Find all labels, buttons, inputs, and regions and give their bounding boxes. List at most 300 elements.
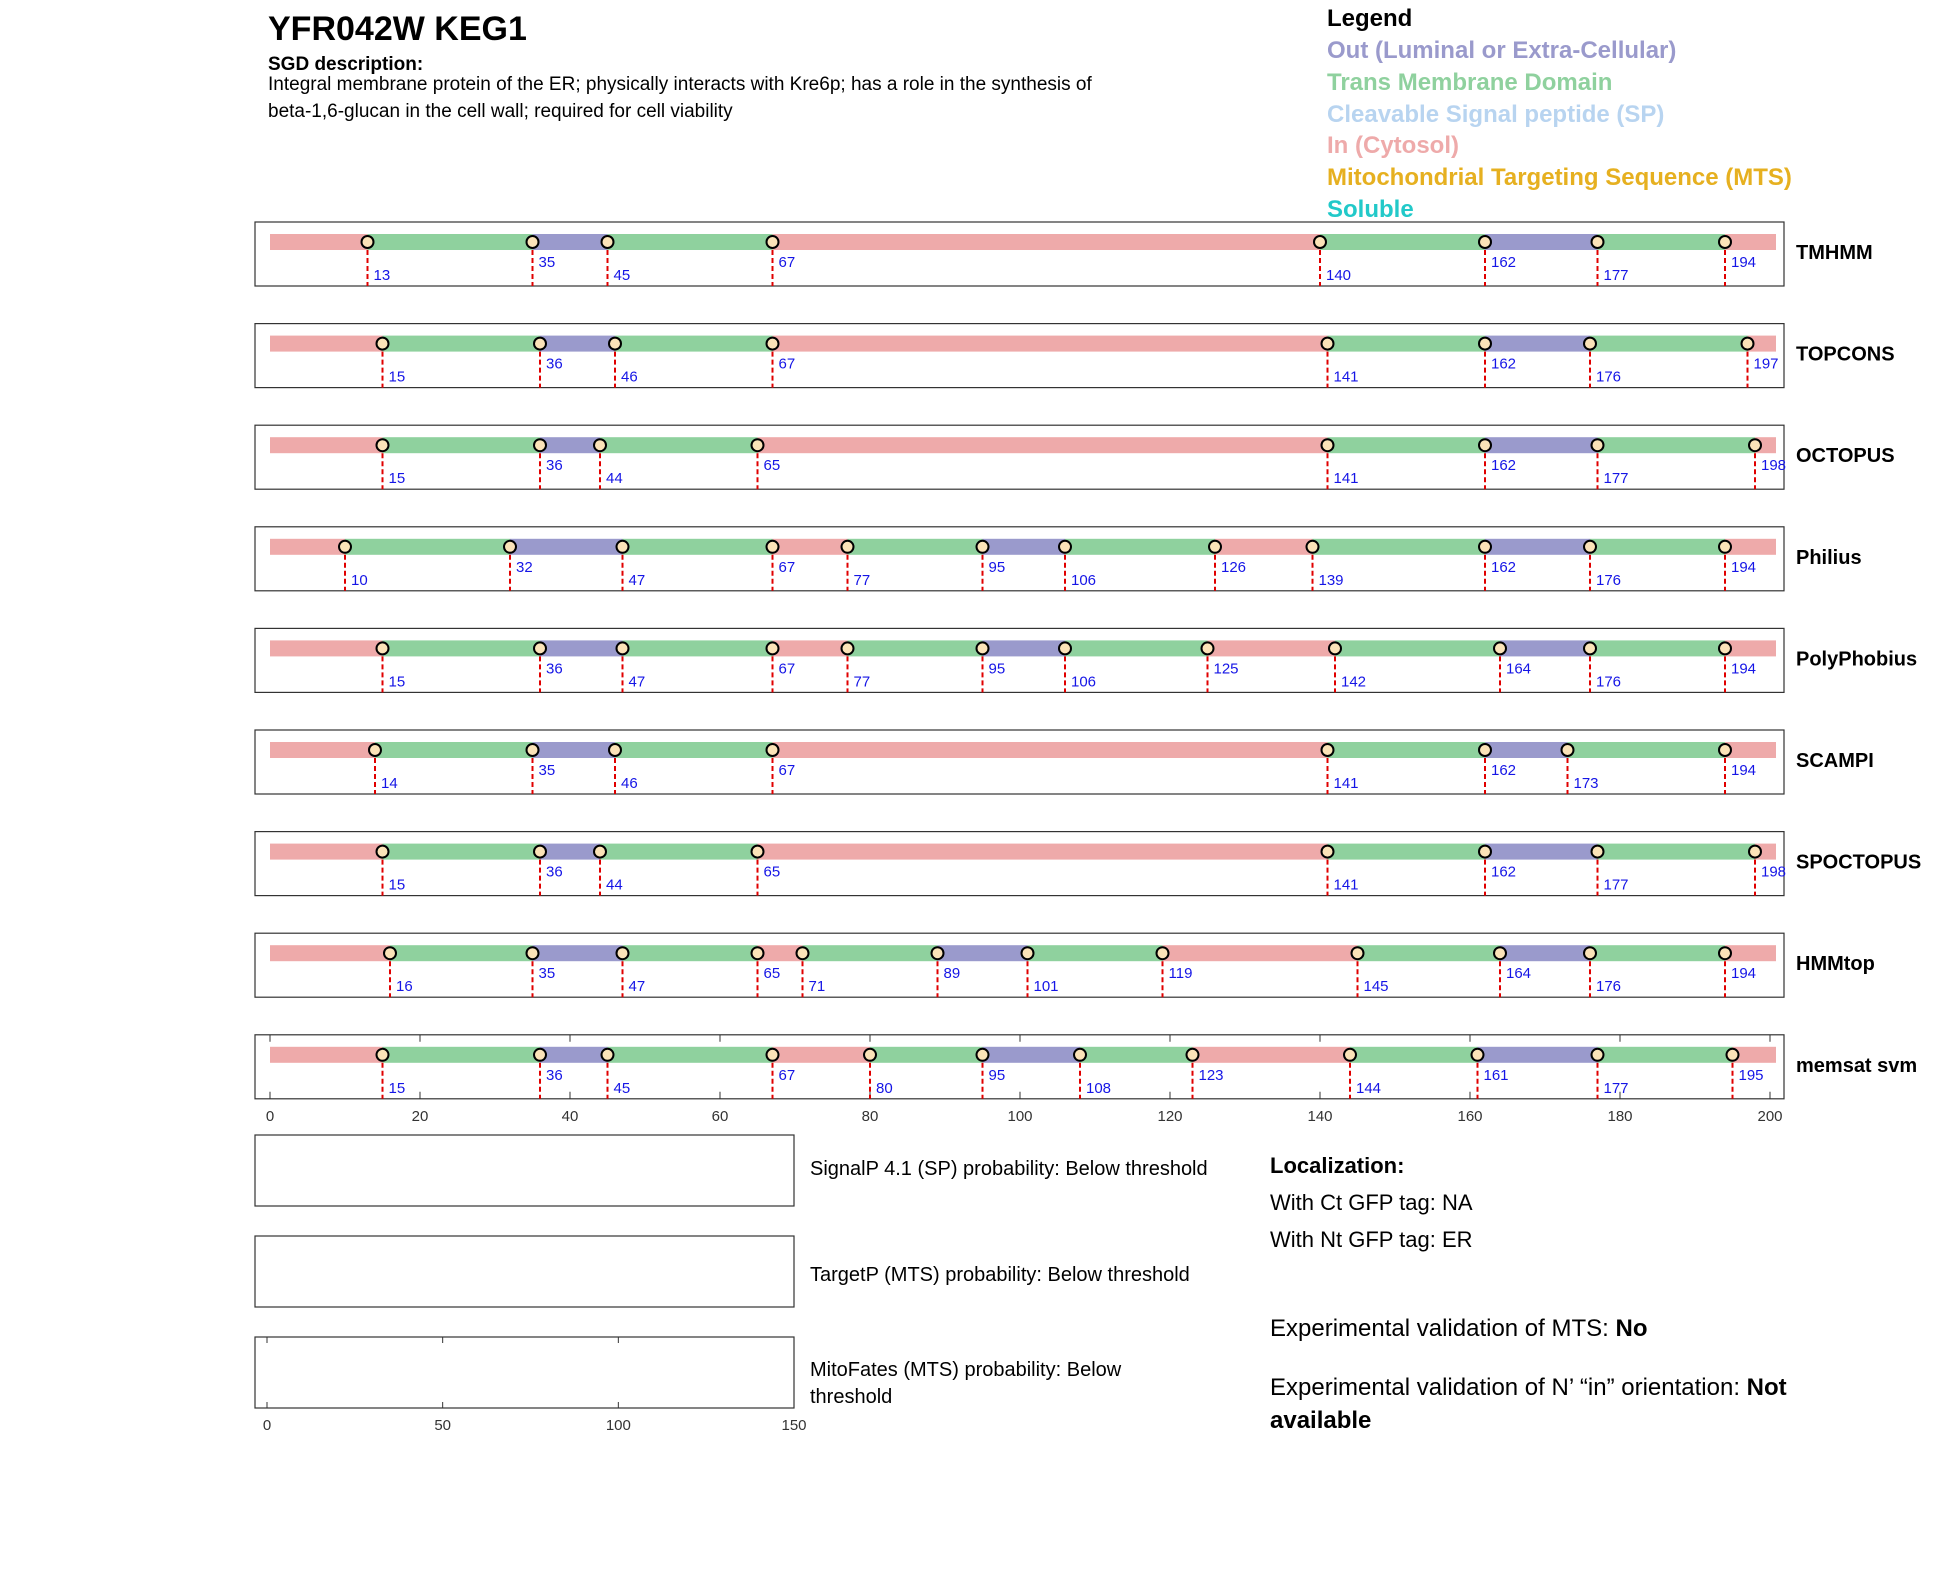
boundary-label: 162 [1491, 762, 1517, 779]
segment-in [1215, 539, 1313, 555]
segment-out [540, 640, 623, 656]
segment-out [540, 844, 600, 860]
prob-tick-label: 50 [434, 1417, 452, 1434]
boundary-marker [1562, 744, 1574, 756]
segment-tm [615, 742, 773, 758]
segment-tm [1328, 437, 1486, 453]
boundary-label: 95 [988, 660, 1006, 678]
segment-tm [1065, 539, 1215, 555]
boundary-label: 145 [1363, 978, 1389, 996]
segment-tm [1328, 336, 1486, 352]
boundary-label: 67 [778, 1066, 796, 1084]
segment-tm [615, 336, 773, 352]
boundary-marker [377, 846, 389, 858]
boundary-label: 67 [778, 355, 796, 373]
boundary-marker [1479, 439, 1491, 451]
segment-tm [1028, 945, 1163, 961]
segment-out [533, 742, 616, 758]
boundary-label: 176 [1596, 571, 1622, 589]
method-label-hmmtop: HMMtop [1796, 953, 1875, 976]
boundary-marker [377, 439, 389, 451]
boundary-label: 176 [1596, 673, 1622, 691]
segment-in [773, 742, 1328, 758]
experimental-nin-value-2: available [1270, 1407, 1372, 1434]
boundary-label: 15 [388, 368, 406, 386]
boundary-label: 125 [1213, 660, 1239, 678]
track-frame [255, 425, 1787, 489]
boundary-marker [767, 236, 779, 248]
segment-tm [1590, 539, 1725, 555]
segment-in [1725, 539, 1776, 555]
boundary-label: 65 [763, 965, 781, 983]
boundary-label: 126 [1221, 558, 1247, 576]
boundary-marker [609, 338, 621, 350]
segment-tm [803, 945, 938, 961]
segment-tm [600, 437, 758, 453]
boundary-marker [1322, 338, 1334, 350]
boundary-label: 67 [778, 762, 796, 779]
segment-in [1725, 640, 1776, 656]
boundary-label: 44 [606, 876, 623, 894]
boundary-label: 36 [546, 863, 563, 881]
boundary-marker [377, 1049, 389, 1061]
segment-tm [600, 844, 758, 860]
segment-tm [1598, 437, 1756, 453]
boundary-marker [377, 338, 389, 350]
legend-item-in: In (Cytosol) [1327, 132, 1459, 159]
track-scampi [255, 730, 1874, 794]
targetp-label: TargetP (MTS) probability: Below threshold [810, 1264, 1190, 1286]
method-label-scampi: SCAMPI [1796, 750, 1874, 772]
segment-tm [1320, 234, 1485, 250]
boundary-label: 177 [1603, 267, 1629, 284]
boundary-label: 101 [1033, 978, 1059, 996]
segment-tm [1598, 844, 1756, 860]
experimental-nin-value-1: Not [1746, 1374, 1787, 1401]
boundary-marker [1352, 947, 1364, 959]
boundary-marker [1472, 1049, 1484, 1061]
localization-ct: With Ct GFP tag: NA [1270, 1190, 1473, 1215]
segment-in [1193, 1047, 1351, 1063]
targetp-panel [255, 1236, 794, 1307]
boundary-label: 144 [1356, 1079, 1382, 1097]
segment-tm [1590, 945, 1725, 961]
boundary-label: 67 [778, 558, 796, 576]
boundary-label: 162 [1491, 457, 1517, 475]
localization-title: Localization: [1270, 1153, 1405, 1178]
prob-tick-label: 150 [781, 1417, 807, 1434]
boundary-label: 177 [1603, 1079, 1629, 1097]
boundary-label: 47 [628, 571, 646, 589]
boundary-label: 197 [1753, 355, 1779, 373]
boundary-marker [1059, 541, 1071, 553]
boundary-label: 15 [388, 1079, 406, 1097]
segment-out [540, 1047, 608, 1063]
x-tick-label: 0 [265, 1107, 275, 1125]
boundary-label: 198 [1761, 457, 1787, 475]
segment-tm [1350, 1047, 1478, 1063]
boundary-marker [864, 1049, 876, 1061]
mitofates-label-line-2: threshold [810, 1386, 893, 1408]
boundary-marker [362, 236, 374, 248]
boundary-label: 173 [1573, 775, 1599, 792]
boundary-marker [534, 1049, 546, 1061]
boundary-label: 46 [621, 368, 638, 386]
track-octopus [255, 425, 1895, 489]
boundary-marker [1584, 541, 1596, 553]
segment-in [1208, 640, 1336, 656]
track-frame [255, 527, 1784, 591]
boundary-label: 45 [613, 1079, 631, 1097]
track-hmmtop [255, 933, 1875, 997]
boundary-label: 164 [1506, 965, 1532, 983]
segment-in [1725, 945, 1776, 961]
segment-in [270, 640, 383, 656]
boundary-label: 198 [1761, 863, 1787, 881]
segment-in [1725, 742, 1776, 758]
boundary-label: 14 [381, 775, 398, 792]
boundary-label: 15 [388, 673, 406, 691]
track-frame [255, 1035, 1784, 1099]
boundary-marker [377, 642, 389, 654]
method-label-spoctopus: SPOCTOPUS [1796, 851, 1922, 874]
boundary-label: 46 [621, 775, 638, 792]
segment-tm [383, 844, 541, 860]
segment-tm [383, 640, 541, 656]
boundary-marker [977, 1049, 989, 1061]
segment-out [1485, 539, 1590, 555]
boundary-marker [594, 846, 606, 858]
track-frame [255, 628, 1784, 692]
boundary-marker [617, 541, 629, 553]
boundary-marker [1022, 947, 1034, 959]
boundary-label: 194 [1731, 762, 1757, 779]
boundary-label: 119 [1168, 965, 1193, 983]
x-tick-label: 160 [1457, 1107, 1483, 1125]
experimental-nin [1270, 1374, 1787, 1401]
legend [1327, 5, 1792, 223]
boundary-label: 36 [546, 457, 563, 475]
boundary-marker [1494, 642, 1506, 654]
track-polyphobius [255, 628, 1917, 692]
method-label-philius: Philius [1796, 546, 1862, 569]
boundary-marker [534, 846, 546, 858]
boundary-label: 195 [1738, 1066, 1764, 1084]
segment-tm [383, 437, 541, 453]
segment-out [1500, 945, 1590, 961]
boundary-marker [1742, 338, 1754, 350]
boundary-marker [1322, 744, 1334, 756]
boundary-label: 67 [778, 254, 796, 271]
boundary-label: 177 [1603, 470, 1629, 488]
prob-tick-label: 0 [262, 1417, 272, 1434]
boundary-label: 106 [1071, 571, 1097, 589]
boundary-marker [504, 541, 516, 553]
segment-in [270, 844, 383, 860]
localization-section [1270, 1153, 1787, 1434]
x-tick-label: 40 [561, 1107, 579, 1125]
segment-tm [848, 539, 983, 555]
segment-tm [1598, 234, 1726, 250]
boundary-label: 162 [1491, 355, 1517, 373]
boundary-marker [527, 744, 539, 756]
segment-out [1485, 844, 1598, 860]
track-philius [255, 527, 1862, 591]
segment-tm [870, 1047, 983, 1063]
method-label-memsat-svm: memsat svm [1796, 1054, 1918, 1077]
mitofates-label-line-1: MitoFates (MTS) probability: Below [810, 1359, 1122, 1381]
track-spoctopus [255, 832, 1921, 896]
boundary-marker [384, 947, 396, 959]
boundary-marker [617, 947, 629, 959]
boundary-marker [797, 947, 809, 959]
segment-in [758, 844, 1328, 860]
boundary-label: 71 [808, 978, 826, 996]
boundary-marker [767, 744, 779, 756]
boundary-label: 177 [1603, 876, 1629, 894]
track-frame [255, 832, 1787, 896]
boundary-label: 194 [1731, 965, 1757, 983]
boundary-label: 13 [373, 267, 391, 284]
segment-tm [1328, 844, 1486, 860]
boundary-marker [1479, 846, 1491, 858]
method-label-polyphobius: PolyPhobius [1796, 648, 1918, 671]
segment-tm [848, 640, 983, 656]
boundary-marker [609, 744, 621, 756]
x-tick-label: 60 [711, 1107, 729, 1125]
segment-tm [1335, 640, 1500, 656]
x-tick-label: 100 [1007, 1107, 1033, 1125]
boundary-marker [1592, 846, 1604, 858]
boundary-marker [1749, 846, 1761, 858]
boundary-label: 162 [1491, 863, 1517, 881]
boundary-label: 194 [1731, 254, 1757, 271]
boundary-label: 77 [853, 571, 871, 589]
boundary-label: 10 [351, 571, 368, 589]
sgd-description-line-1: Integral membrane protein of the ER; physically interacts with Kre6p; has a role in the synthesis of [268, 74, 1092, 95]
boundary-label: 141 [1333, 775, 1359, 792]
segment-in [1163, 945, 1358, 961]
experimental-mts [1270, 1315, 1647, 1342]
boundary-label: 15 [388, 876, 406, 894]
boundary-marker [1329, 642, 1341, 654]
boundary-label: 194 [1731, 660, 1757, 678]
boundary-marker [534, 338, 546, 350]
track-frame [255, 222, 1784, 286]
boundary-marker [1584, 947, 1596, 959]
boundary-marker [1314, 236, 1326, 248]
segment-out [1500, 640, 1590, 656]
segment-out [540, 437, 600, 453]
boundary-marker [602, 236, 614, 248]
track-topcons [255, 324, 1895, 388]
segment-tm [1328, 742, 1486, 758]
sgd-description-line-2: beta-1,6-glucan in the cell wall; required for cell viability [268, 101, 733, 122]
boundary-label: 161 [1483, 1066, 1509, 1084]
track-tmhmm [255, 222, 1873, 286]
x-tick-label: 120 [1157, 1107, 1183, 1125]
boundary-label: 77 [853, 673, 871, 691]
topology-tracks [255, 222, 1921, 1125]
segment-tm [383, 1047, 541, 1063]
boundary-marker [594, 439, 606, 451]
method-label-tmhmm: TMHMM [1796, 242, 1873, 264]
boundary-marker [534, 642, 546, 654]
experimental-mts-prefix: Experimental validation of MTS: [1270, 1315, 1616, 1342]
boundary-marker [369, 744, 381, 756]
boundary-marker [1479, 744, 1491, 756]
boundary-label: 95 [988, 558, 1006, 576]
segment-in [773, 539, 848, 555]
boundary-marker [1719, 744, 1731, 756]
segment-in [1725, 234, 1776, 250]
boundary-marker [1584, 642, 1596, 654]
mitofates-panel [255, 1337, 794, 1408]
sgd-description-label: SGD description: [268, 54, 424, 75]
segment-out [1478, 1047, 1598, 1063]
boundary-marker [1479, 541, 1491, 553]
boundary-label: 67 [778, 660, 796, 678]
segment-tm [368, 234, 533, 250]
segment-out [533, 234, 608, 250]
boundary-marker [1157, 947, 1169, 959]
method-label-octopus: OCTOPUS [1796, 445, 1895, 468]
mitofates-axis [263, 1337, 807, 1434]
boundary-marker [1307, 541, 1319, 553]
boundary-marker [1727, 1049, 1739, 1061]
boundary-marker [527, 947, 539, 959]
boundary-marker [1584, 338, 1596, 350]
boundary-label: 36 [546, 660, 563, 678]
boundary-label: 16 [396, 978, 413, 996]
legend-item-out: Out (Luminal or Extra-Cellular) [1327, 37, 1677, 64]
boundary-label: 141 [1333, 368, 1359, 386]
probability-panels [255, 1135, 1208, 1434]
boundary-marker [1209, 541, 1221, 553]
boundary-label: 36 [546, 1066, 563, 1084]
boundary-marker [1059, 642, 1071, 654]
segment-in [270, 539, 345, 555]
segment-out [1485, 336, 1590, 352]
segment-out [983, 539, 1066, 555]
boundary-label: 162 [1491, 558, 1517, 576]
boundary-marker [1749, 439, 1761, 451]
segment-out [938, 945, 1028, 961]
boundary-label: 162 [1491, 254, 1517, 271]
boundary-marker [339, 541, 351, 553]
boundary-label: 65 [763, 863, 781, 881]
boundary-label: 123 [1198, 1066, 1224, 1084]
boundary-marker [1074, 1049, 1086, 1061]
boundary-marker [1494, 947, 1506, 959]
legend-title: Legend [1327, 5, 1413, 32]
segment-in [773, 1047, 871, 1063]
segment-tm [1590, 336, 1748, 352]
track-frame [255, 730, 1784, 794]
boundary-marker [752, 439, 764, 451]
boundary-marker [1592, 439, 1604, 451]
legend-item-soluble: Soluble [1327, 196, 1414, 223]
segment-tm [383, 336, 541, 352]
boundary-marker [1322, 439, 1334, 451]
boundary-label: 194 [1731, 558, 1757, 576]
x-tick-label: 200 [1757, 1107, 1783, 1125]
boundary-label: 141 [1333, 470, 1359, 488]
boundary-marker [767, 541, 779, 553]
boundary-label: 80 [876, 1079, 893, 1097]
experimental-mts-value: No [1615, 1315, 1648, 1342]
segment-in [270, 742, 375, 758]
segment-tm [1590, 640, 1725, 656]
boundary-marker [1187, 1049, 1199, 1061]
track-memsat-svm [255, 1035, 1917, 1125]
boundary-marker [767, 642, 779, 654]
boundary-label: 164 [1506, 660, 1532, 678]
boundary-label: 65 [763, 457, 781, 475]
boundary-marker [1202, 642, 1214, 654]
boundary-marker [1719, 642, 1731, 654]
boundary-marker [767, 1049, 779, 1061]
boundary-label: 106 [1071, 673, 1097, 691]
boundary-marker [752, 846, 764, 858]
legend-item-sp: Cleavable Signal peptide (SP) [1327, 101, 1665, 128]
boundary-marker [1719, 541, 1731, 553]
segment-out [1485, 742, 1568, 758]
segment-in [270, 336, 383, 352]
boundary-label: 139 [1318, 571, 1344, 589]
segment-out [540, 336, 615, 352]
boundary-label: 142 [1341, 673, 1367, 691]
segment-tm [1065, 640, 1208, 656]
track-frame [255, 933, 1784, 997]
segment-tm [1568, 742, 1726, 758]
method-label-topcons: TOPCONS [1796, 343, 1895, 366]
segment-tm [608, 1047, 773, 1063]
segment-in [773, 336, 1328, 352]
boundary-marker [1344, 1049, 1356, 1061]
signalp-panel [255, 1135, 794, 1206]
segment-in [270, 945, 390, 961]
signalp-label: SignalP 4.1 (SP) probability: Below threshold [810, 1158, 1208, 1180]
legend-item-tm: Trans Membrane Domain [1327, 69, 1613, 96]
boundary-label: 95 [988, 1066, 1006, 1084]
boundary-marker [1322, 846, 1334, 858]
boundary-marker [617, 642, 629, 654]
segment-in [270, 1047, 383, 1063]
segment-in [773, 234, 1321, 250]
x-tick-label: 20 [411, 1107, 429, 1125]
boundary-label: 47 [628, 673, 646, 691]
boundary-marker [1719, 947, 1731, 959]
boundary-marker [1592, 236, 1604, 248]
segment-tm [608, 234, 773, 250]
boundary-marker [752, 947, 764, 959]
segment-tm [375, 742, 533, 758]
segment-out [1485, 437, 1598, 453]
segment-tm [623, 640, 773, 656]
localization-nt: With Nt GFP tag: ER [1270, 1227, 1473, 1252]
boundary-label: 32 [516, 558, 533, 576]
segment-out [510, 539, 623, 555]
x-tick-label: 80 [861, 1107, 879, 1125]
segment-in [773, 640, 848, 656]
boundary-label: 47 [628, 978, 646, 996]
prob-tick-label: 100 [605, 1417, 631, 1434]
segment-tm [623, 945, 758, 961]
track-frame [255, 324, 1784, 388]
boundary-label: 44 [606, 470, 623, 488]
x-tick-label: 180 [1607, 1107, 1633, 1125]
